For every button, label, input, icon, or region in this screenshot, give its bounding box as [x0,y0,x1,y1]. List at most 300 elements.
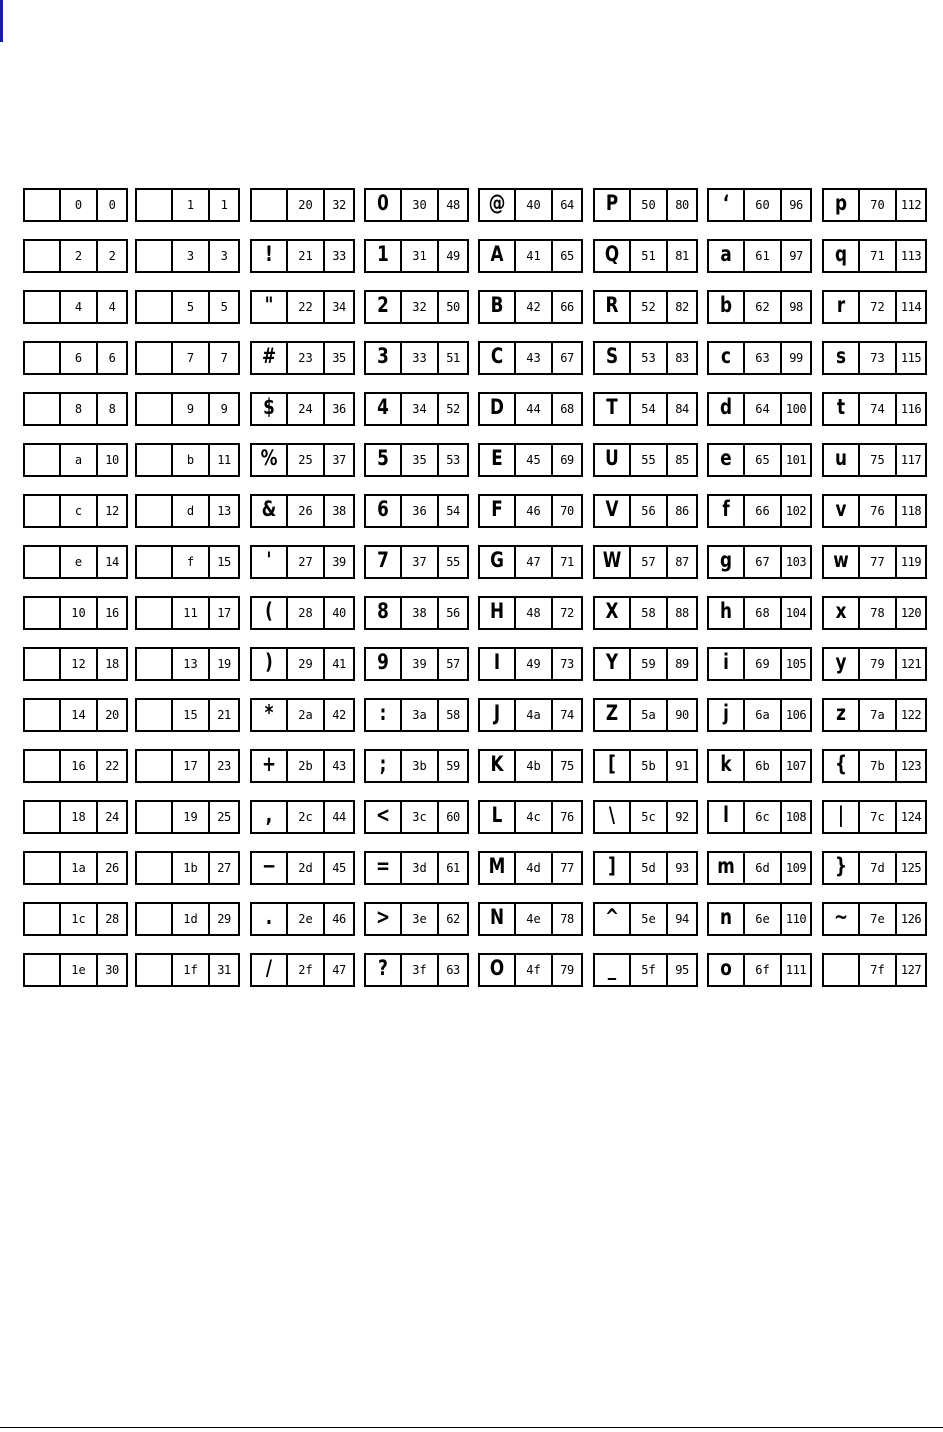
hex-code: 28 [286,598,323,628]
decimal-code: 26 [96,853,126,883]
char-glyph: 5 [377,445,389,470]
char-cell [135,545,240,579]
char-cell [707,851,812,885]
hex-code: 2 [59,241,96,271]
char-glyph: _ [607,955,617,980]
char-glyph: ! [265,241,273,266]
hex-code: 34 [400,394,437,424]
decimal-code: 1 [208,190,238,220]
char-cell [250,290,355,324]
char-cell [478,596,583,630]
char-glyph [28,496,55,526]
hex-code: 42 [514,292,551,322]
char-cell [822,953,927,987]
decimal-code: 84 [666,394,696,424]
decimal-code: 100 [780,394,810,424]
decimal-code: 47 [323,955,353,985]
char-cell [593,953,698,987]
char-glyph: l [723,802,729,827]
decimal-code: 13 [208,496,238,526]
hex-code: 20 [286,190,323,220]
char-cell [364,749,469,783]
char-cell [478,545,583,579]
char-glyph: a [720,241,732,266]
hex-code: 1e [59,955,96,985]
decimal-code: 37 [323,445,353,475]
char-cell [135,800,240,834]
char-cell [593,749,698,783]
char-cell [707,902,812,936]
char-cell [23,341,128,375]
decimal-code: 15 [208,547,238,577]
decimal-code: 101 [780,445,810,475]
char-glyph: I [493,649,501,674]
char-cell [593,392,698,426]
hex-code: 25 [286,445,323,475]
decimal-code: 73 [551,649,581,679]
decimal-code: 116 [895,394,925,424]
decimal-code: 21 [208,700,238,730]
char-cell [593,800,698,834]
char-glyph: ] [608,853,616,878]
decimal-code: 29 [208,904,238,934]
decimal-code: 88 [666,598,696,628]
char-cell [23,851,128,885]
decimal-code: 111 [780,955,810,985]
decimal-code: 113 [895,241,925,271]
decimal-code: 39 [323,547,353,577]
char-glyph: O [489,955,505,980]
hex-code: 59 [629,649,666,679]
decimal-code: 68 [551,394,581,424]
char-glyph: 1 [377,241,389,266]
char-glyph: \ [608,802,616,827]
char-glyph [140,547,167,577]
char-glyph: e [720,445,732,470]
char-cell [478,392,583,426]
char-glyph [28,598,55,628]
hex-code: 5 [171,292,208,322]
char-glyph: 9 [377,649,389,674]
char-cell [478,290,583,324]
decimal-code: 10 [96,445,126,475]
char-cell [707,188,812,222]
decimal-code: 95 [666,955,696,985]
char-glyph: B [490,292,504,317]
decimal-code: 22 [96,751,126,781]
char-cell [364,545,469,579]
char-cell [478,239,583,273]
decimal-code: 16 [96,598,126,628]
decimal-code: 60 [437,802,467,832]
char-cell [593,188,698,222]
char-glyph [140,751,167,781]
decimal-code: 106 [780,700,810,730]
char-cell [593,239,698,273]
char-glyph [140,904,167,934]
hex-code: 72 [858,292,895,322]
char-glyph [140,853,167,883]
char-cell [593,596,698,630]
hex-code: 51 [629,241,666,271]
char-glyph: ‘ [722,190,730,215]
hex-code: 1c [59,904,96,934]
hex-code: 0 [59,190,96,220]
char-glyph [140,955,167,985]
char-cell [250,392,355,426]
hex-code: 64 [743,394,780,424]
hex-code: 4f [514,955,551,985]
hex-code: 4b [514,751,551,781]
hex-code: 4a [514,700,551,730]
char-glyph: X [605,598,619,623]
hex-code: 36 [400,496,437,526]
decimal-code: 123 [895,751,925,781]
char-glyph: ~ [833,904,849,929]
decimal-code: 11 [208,445,238,475]
hex-code: 41 [514,241,551,271]
decimal-code: 91 [666,751,696,781]
char-cell [250,902,355,936]
hex-code: 18 [59,802,96,832]
hex-code: 1f [171,955,208,985]
char-cell [478,443,583,477]
hex-code: 3b [400,751,437,781]
char-glyph [28,853,55,883]
decimal-code: 8 [96,394,126,424]
char-glyph: ; [379,751,387,776]
decimal-code: 82 [666,292,696,322]
char-cell [364,800,469,834]
decimal-code: 9 [208,394,238,424]
char-cell [250,341,355,375]
char-glyph: 8 [377,598,389,623]
hex-code: 71 [858,241,895,271]
char-cell [822,494,927,528]
char-glyph: 6 [377,496,389,521]
char-cell [250,953,355,987]
char-cell [822,902,927,936]
char-cell [478,494,583,528]
hex-code: 11 [171,598,208,628]
char-cell [593,647,698,681]
char-glyph [140,190,167,220]
decimal-code: 76 [551,802,581,832]
char-cell [707,647,812,681]
char-cell [23,596,128,630]
decimal-code: 109 [780,853,810,883]
char-glyph: K [490,751,504,776]
hex-code: 4 [59,292,96,322]
char-cell [593,341,698,375]
char-glyph: > [375,904,391,929]
char-glyph [28,394,55,424]
char-cell [364,239,469,273]
hex-code: 52 [629,292,666,322]
char-cell [822,596,927,630]
char-glyph: 3 [377,343,389,368]
char-glyph: i [723,649,729,674]
decimal-code: 48 [437,190,467,220]
hex-code: 5c [629,802,666,832]
decimal-code: 104 [780,598,810,628]
char-cell [364,902,469,936]
hex-code: 9 [171,394,208,424]
hex-code: 37 [400,547,437,577]
decimal-code: 18 [96,649,126,679]
char-cell [478,851,583,885]
char-cell [364,290,469,324]
hex-code: 27 [286,547,323,577]
decimal-code: 17 [208,598,238,628]
hex-code: 19 [171,802,208,832]
hex-code: 6b [743,751,780,781]
char-cell [135,902,240,936]
hex-code: 23 [286,343,323,373]
char-cell [822,290,927,324]
char-glyph [140,598,167,628]
hex-code: f [171,547,208,577]
char-cell [707,494,812,528]
hex-code: 29 [286,649,323,679]
char-cell [135,851,240,885]
decimal-code: 125 [895,853,925,883]
char-cell [707,800,812,834]
hex-code: 46 [514,496,551,526]
decimal-code: 24 [96,802,126,832]
hex-code: 74 [858,394,895,424]
char-cell [593,290,698,324]
char-cell [478,953,583,987]
char-glyph: Y [605,649,619,674]
char-glyph: % [260,445,278,470]
hex-code: 79 [858,649,895,679]
char-cell [478,749,583,783]
decimal-code: 65 [551,241,581,271]
hex-code: 69 [743,649,780,679]
hex-code: 15 [171,700,208,730]
decimal-code: 108 [780,802,810,832]
hex-code: 68 [743,598,780,628]
hex-code: 38 [400,598,437,628]
hex-code: 76 [858,496,895,526]
decimal-code: 41 [323,649,353,679]
char-glyph: T [606,394,618,419]
hex-code: 40 [514,190,551,220]
decimal-code: 12 [96,496,126,526]
decimal-code: 85 [666,445,696,475]
char-cell [822,851,927,885]
hex-code: 32 [400,292,437,322]
hex-code: 6e [743,904,780,934]
hex-code: 3f [400,955,437,985]
char-cell [707,443,812,477]
char-glyph: d [719,394,733,419]
hex-code: 63 [743,343,780,373]
decimal-code: 96 [780,190,810,220]
decimal-code: 83 [666,343,696,373]
decimal-code: 42 [323,700,353,730]
decimal-code: 127 [895,955,925,985]
char-cell [250,494,355,528]
char-glyph: = [375,853,391,878]
char-glyph: J [493,700,501,725]
char-glyph: z [836,700,846,725]
char-glyph [140,649,167,679]
hex-code: 70 [858,190,895,220]
char-cell [364,443,469,477]
decimal-code: 45 [323,853,353,883]
char-cell [364,851,469,885]
char-glyph: F [491,496,503,521]
char-cell [822,647,927,681]
char-cell [364,494,469,528]
char-cell [822,341,927,375]
hex-code: e [59,547,96,577]
hex-code: 7e [858,904,895,934]
char-cell [135,953,240,987]
hex-code: 61 [743,241,780,271]
hex-code: 56 [629,496,666,526]
char-cell [822,239,927,273]
char-cell [23,290,128,324]
hex-code: 5e [629,904,666,934]
decimal-code: 51 [437,343,467,373]
char-glyph: ' [266,547,272,572]
decimal-code: 7 [208,343,238,373]
char-cell [250,239,355,273]
hex-code: 33 [400,343,437,373]
char-cell [250,698,355,732]
char-cell [478,341,583,375]
char-glyph: : [379,700,387,725]
hex-code: 5a [629,700,666,730]
char-cell [23,749,128,783]
decimal-code: 30 [96,955,126,985]
decimal-code: 71 [551,547,581,577]
char-cell [478,698,583,732]
char-glyph [28,649,55,679]
char-cell [23,545,128,579]
char-glyph: N [489,904,505,929]
hex-code: 2a [286,700,323,730]
char-glyph: # [261,343,277,368]
char-glyph [255,190,282,220]
char-glyph: R [605,292,619,317]
char-glyph: k [720,751,732,776]
decimal-code: 4 [96,292,126,322]
decimal-code: 64 [551,190,581,220]
hex-code: 2f [286,955,323,985]
char-cell [135,494,240,528]
hex-code: d [171,496,208,526]
char-cell [593,698,698,732]
decimal-code: 94 [666,904,696,934]
char-glyph [28,955,55,985]
decimal-code: 38 [323,496,353,526]
char-cell [23,800,128,834]
char-glyph: , [265,802,273,827]
char-cell [23,443,128,477]
char-glyph [28,343,55,373]
char-cell [364,596,469,630]
hex-code: 7b [858,751,895,781]
char-glyph: − [261,853,277,878]
char-cell [822,698,927,732]
decimal-code: 46 [323,904,353,934]
hex-code: 47 [514,547,551,577]
char-cell [23,647,128,681]
char-glyph: n [720,904,732,929]
decimal-code: 55 [437,547,467,577]
hex-code: 5d [629,853,666,883]
char-cell [707,749,812,783]
hex-code: 66 [743,496,780,526]
char-cell [23,239,128,273]
char-glyph: / [265,955,273,980]
char-cell [135,290,240,324]
decimal-code: 118 [895,496,925,526]
decimal-code: 99 [780,343,810,373]
decimal-code: 19 [208,649,238,679]
hex-code: 17 [171,751,208,781]
char-cell [822,545,927,579]
decimal-code: 102 [780,496,810,526]
char-glyph: ^ [604,904,620,929]
char-cell [707,596,812,630]
char-glyph: j [723,700,729,725]
char-glyph: D [490,394,504,419]
char-cell [593,545,698,579]
char-glyph: < [375,802,391,827]
char-glyph: [ [608,751,616,776]
decimal-code: 31 [208,955,238,985]
char-cell [822,188,927,222]
hex-code: 4c [514,802,551,832]
hex-code: 26 [286,496,323,526]
hex-code: 3a [400,700,437,730]
char-glyph: . [265,904,273,929]
hex-code: 6a [743,700,780,730]
hex-code: 3e [400,904,437,934]
char-glyph: { [835,751,847,776]
char-glyph: L [491,802,503,827]
char-cell [707,290,812,324]
char-cell [478,188,583,222]
char-cell [593,443,698,477]
char-glyph: f [722,496,730,521]
decimal-code: 57 [437,649,467,679]
char-glyph: ? [378,955,388,980]
hex-code: 2c [286,802,323,832]
char-glyph: V [605,496,619,521]
decimal-code: 63 [437,955,467,985]
char-glyph: 4 [377,394,389,419]
char-cell [135,698,240,732]
decimal-code: 50 [437,292,467,322]
decimal-code: 74 [551,700,581,730]
char-glyph [28,751,55,781]
char-glyph: h [720,598,732,623]
char-glyph: S [605,343,619,368]
hex-code: 7d [858,853,895,883]
char-cell [250,749,355,783]
decimal-code: 119 [895,547,925,577]
char-glyph: b [719,292,733,317]
hex-code: 13 [171,649,208,679]
char-glyph [28,445,55,475]
char-cell [364,341,469,375]
